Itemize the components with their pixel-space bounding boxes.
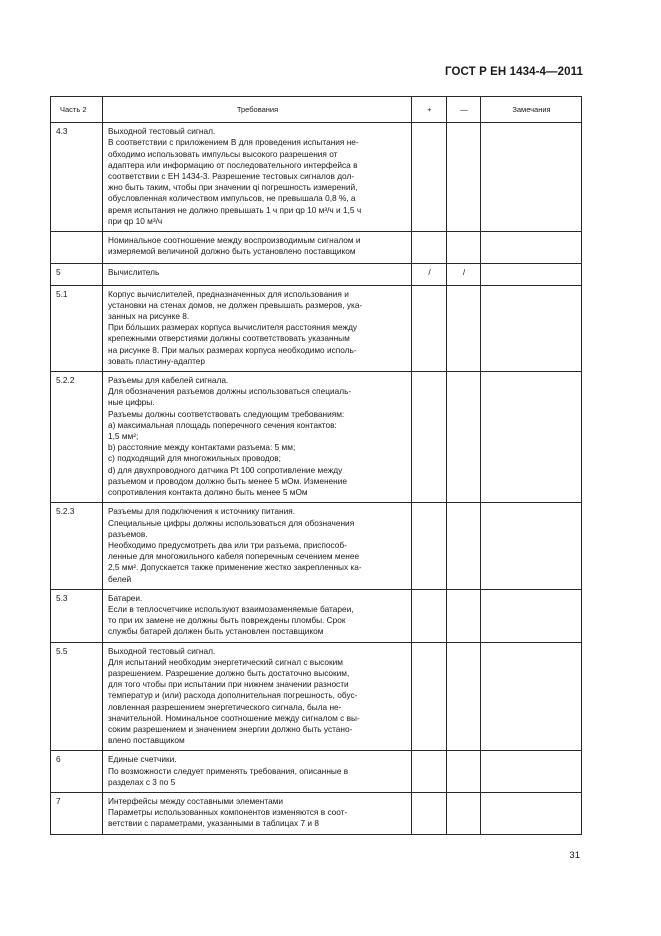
- requirement-line: Если в теплосчетчике используют взаимозаменяемые батареи,: [108, 603, 354, 614]
- requirement-line: Параметры использованных компонентов изменяются в соот-: [108, 807, 348, 818]
- requirement-line: сопротивления контакта должно быть менее 5 мОм: [108, 487, 308, 498]
- requirement-line: жно быть таким, чтобы при значении qi погрешность измерений,: [108, 182, 358, 193]
- requirement-line: при qp 10 м³/ч: [108, 215, 163, 226]
- requirement-line: Для испытаний необходим энергетический сигнал с высоким: [108, 656, 343, 667]
- requirement-line: ные цифры.: [108, 397, 155, 408]
- column-header-plus: +: [412, 97, 447, 123]
- table-row: [51, 589, 582, 642]
- row-plus-mark: [412, 372, 447, 503]
- row-plus-mark: /: [412, 264, 447, 285]
- row-minus-mark: [447, 751, 481, 793]
- requirement-line: разъемом и проводом должно быть менее 5 мОм. Изменение: [108, 475, 348, 486]
- requirement-line: Разъемы должны соответствовать следующим требованиям:: [108, 408, 345, 419]
- row-plus-mark: [412, 751, 447, 793]
- row-plus-mark: [412, 589, 447, 642]
- row-notes: [481, 285, 582, 371]
- column-header-notes: Замечания: [481, 97, 582, 123]
- row-minus-mark: [447, 503, 481, 589]
- row-section-number: [51, 232, 103, 264]
- table-row: [51, 285, 582, 371]
- row-requirement-text: [103, 232, 412, 264]
- row-notes: [481, 372, 582, 503]
- table-row: [51, 264, 582, 285]
- row-plus-mark: [412, 123, 447, 232]
- requirement-line: b) расстояние между контактами разъема: 5 мм;: [108, 442, 296, 453]
- requirement-line: то при их замене не должны быть повреждены пломбы. Срок: [108, 615, 346, 626]
- row-requirement-text: [103, 285, 412, 371]
- requirement-line: значительной. Номинальное соотношение между сигналом с вы-: [108, 712, 360, 723]
- row-requirement-text: [103, 372, 412, 503]
- requirement-line: на рисунке 8. При малых размерах корпуса необходимо исполь-: [108, 344, 357, 355]
- table-row: [51, 751, 582, 793]
- requirement-line: Корпус вычислителей, предназначенных для использования и: [108, 288, 349, 299]
- table-row: [51, 123, 582, 232]
- requirement-line: a) максимальная площадь поперечного сечения контактов:: [108, 419, 337, 430]
- row-section-number: 5.1: [51, 285, 103, 371]
- requirements-table: [50, 96, 582, 835]
- requirement-line: Разъемы для подключения к источнику питания.: [108, 506, 296, 517]
- requirement-line: Вычислитель: [108, 267, 160, 278]
- table-row: [51, 792, 582, 834]
- row-section-number: 5.3: [51, 589, 103, 642]
- requirement-line: обходимо использовать импульсы высокого разрешения от: [108, 148, 338, 159]
- requirement-line: влено поставщиком: [108, 735, 185, 746]
- row-plus-mark: [412, 503, 447, 589]
- row-notes: [481, 264, 582, 285]
- table-row: [51, 372, 582, 503]
- requirement-line: c) подходящий для многожильных проводов;: [108, 453, 281, 464]
- requirement-line: соким разрешением и значением энергии должно быть устано-: [108, 723, 353, 734]
- requirement-line: разрешением. Разрешение должно быть достаточно высоким,: [108, 667, 350, 678]
- document-code: ГОСТ Р ЕН 1434-4—2011: [445, 66, 583, 78]
- column-header-part: Часть 2: [51, 97, 103, 123]
- requirement-line: занных на рисунке 8.: [108, 311, 190, 322]
- row-minus-mark: /: [447, 264, 481, 285]
- row-requirement-text: [103, 792, 412, 834]
- row-section-number: 6: [51, 751, 103, 793]
- row-requirement-text: [103, 264, 412, 285]
- requirement-line: 2,5 мм². Допускается также применение жестко закрепленных ка-: [108, 562, 362, 573]
- requirement-line: температур и (или) расхода дополнительная погрешность, обус-: [108, 690, 358, 701]
- row-minus-mark: [447, 285, 481, 371]
- table-row: [51, 642, 582, 751]
- requirement-line: Для обозначения разъемов должны использоваться специаль-: [108, 386, 352, 397]
- requirement-line: зовать пластину-адаптер: [108, 355, 206, 366]
- requirement-line: время испытания не должно превышать 1 ч при qp 10 м³/ч и 1,5 ч: [108, 204, 362, 215]
- column-header-requirements: Требования: [103, 97, 412, 123]
- row-notes: [481, 123, 582, 232]
- row-plus-mark: [412, 792, 447, 834]
- requirement-line: службы батарей должен быть установлен поставщиком: [108, 626, 324, 637]
- row-minus-mark: [447, 589, 481, 642]
- row-minus-mark: [447, 232, 481, 264]
- requirement-line: Единые счетчики.: [108, 754, 177, 765]
- requirement-line: измеряемой величиной должно быть установлено поставщиком: [108, 246, 356, 257]
- row-notes: [481, 232, 582, 264]
- requirement-line: Выходной тестовый сигнал.: [108, 645, 216, 656]
- requirement-line: соответствии с ЕН 1434-3. Разрешение тестовых сигналов дол-: [108, 171, 355, 182]
- row-minus-mark: [447, 642, 481, 751]
- requirement-line: крепежными отверстиями должны соответствовать указанным: [108, 333, 350, 344]
- requirement-line: Необходимо предусмотреть два или три разъема, приспособ-: [108, 539, 347, 550]
- table-row: [51, 232, 582, 264]
- row-notes: [481, 503, 582, 589]
- requirement-line: Разъемы для кабелей сигнала.: [108, 375, 229, 386]
- row-notes: [481, 642, 582, 751]
- row-notes: [481, 792, 582, 834]
- row-minus-mark: [447, 372, 481, 503]
- row-plus-mark: [412, 232, 447, 264]
- row-requirement-text: [103, 503, 412, 589]
- requirement-line: В соответствии с приложением В для проведения испытания не-: [108, 137, 359, 148]
- requirement-line: белей: [108, 573, 132, 584]
- requirement-line: адаптера или информацию от последовательного интерфейса в: [108, 159, 358, 170]
- requirement-line: Специальные цифры должны использоваться для обозначения: [108, 517, 355, 528]
- requirement-line: 1,5 мм²;: [108, 431, 139, 442]
- requirement-line: ленные для многожильного кабеля поперечным сечением менее: [108, 551, 360, 562]
- column-header-minus: —: [447, 97, 481, 123]
- row-section-number: 5.2.2: [51, 372, 103, 503]
- row-section-number: 5: [51, 264, 103, 285]
- table-body: [51, 123, 582, 834]
- requirement-line: ветствии с параметрами, указанными в таблицах 7 и 8: [108, 818, 319, 829]
- row-minus-mark: [447, 792, 481, 834]
- requirement-line: для того чтобы при испытании при нижнем значении разности: [108, 679, 349, 690]
- requirement-line: d) для двухпроводного датчика Pt 100 сопротивление между: [108, 464, 343, 475]
- table-row: [51, 503, 582, 589]
- row-minus-mark: [447, 123, 481, 232]
- requirement-line: ловленная разрешением энергетического сигнала, была не-: [108, 701, 342, 712]
- requirement-line: Выходной тестовый сигнал.: [108, 126, 216, 137]
- requirement-line: Номинальное соотношение между воспроизводимым сигналом и: [108, 235, 361, 246]
- table-header-row: [51, 97, 582, 123]
- row-section-number: 5.2.3: [51, 503, 103, 589]
- row-notes: [481, 589, 582, 642]
- requirement-line: При бо́льших размерах корпуса вычислителя расстояния между: [108, 322, 358, 333]
- requirement-line: По возможности следует применять требования, описанные в: [108, 765, 349, 776]
- requirement-line: Батареи.: [108, 592, 143, 603]
- row-section-number: 7: [51, 792, 103, 834]
- row-section-number: 5.5: [51, 642, 103, 751]
- row-requirement-text: [103, 123, 412, 232]
- requirement-line: разъемов.: [108, 528, 148, 539]
- row-plus-mark: [412, 642, 447, 751]
- requirement-line: разделах с 3 по 5: [108, 776, 176, 787]
- row-plus-mark: [412, 285, 447, 371]
- row-section-number: 4.3: [51, 123, 103, 232]
- row-notes: [481, 751, 582, 793]
- page-number: 31: [569, 850, 580, 861]
- row-requirement-text: [103, 642, 412, 751]
- row-requirement-text: [103, 589, 412, 642]
- requirement-line: установки на стенах домов, не должен превышать размеров, ука-: [108, 299, 363, 310]
- requirement-line: Интерфейсы между составными элементами: [108, 795, 284, 806]
- requirement-line: обусловленная количеством импульсов, не превышала 0,8 %, а: [108, 193, 356, 204]
- row-requirement-text: [103, 751, 412, 793]
